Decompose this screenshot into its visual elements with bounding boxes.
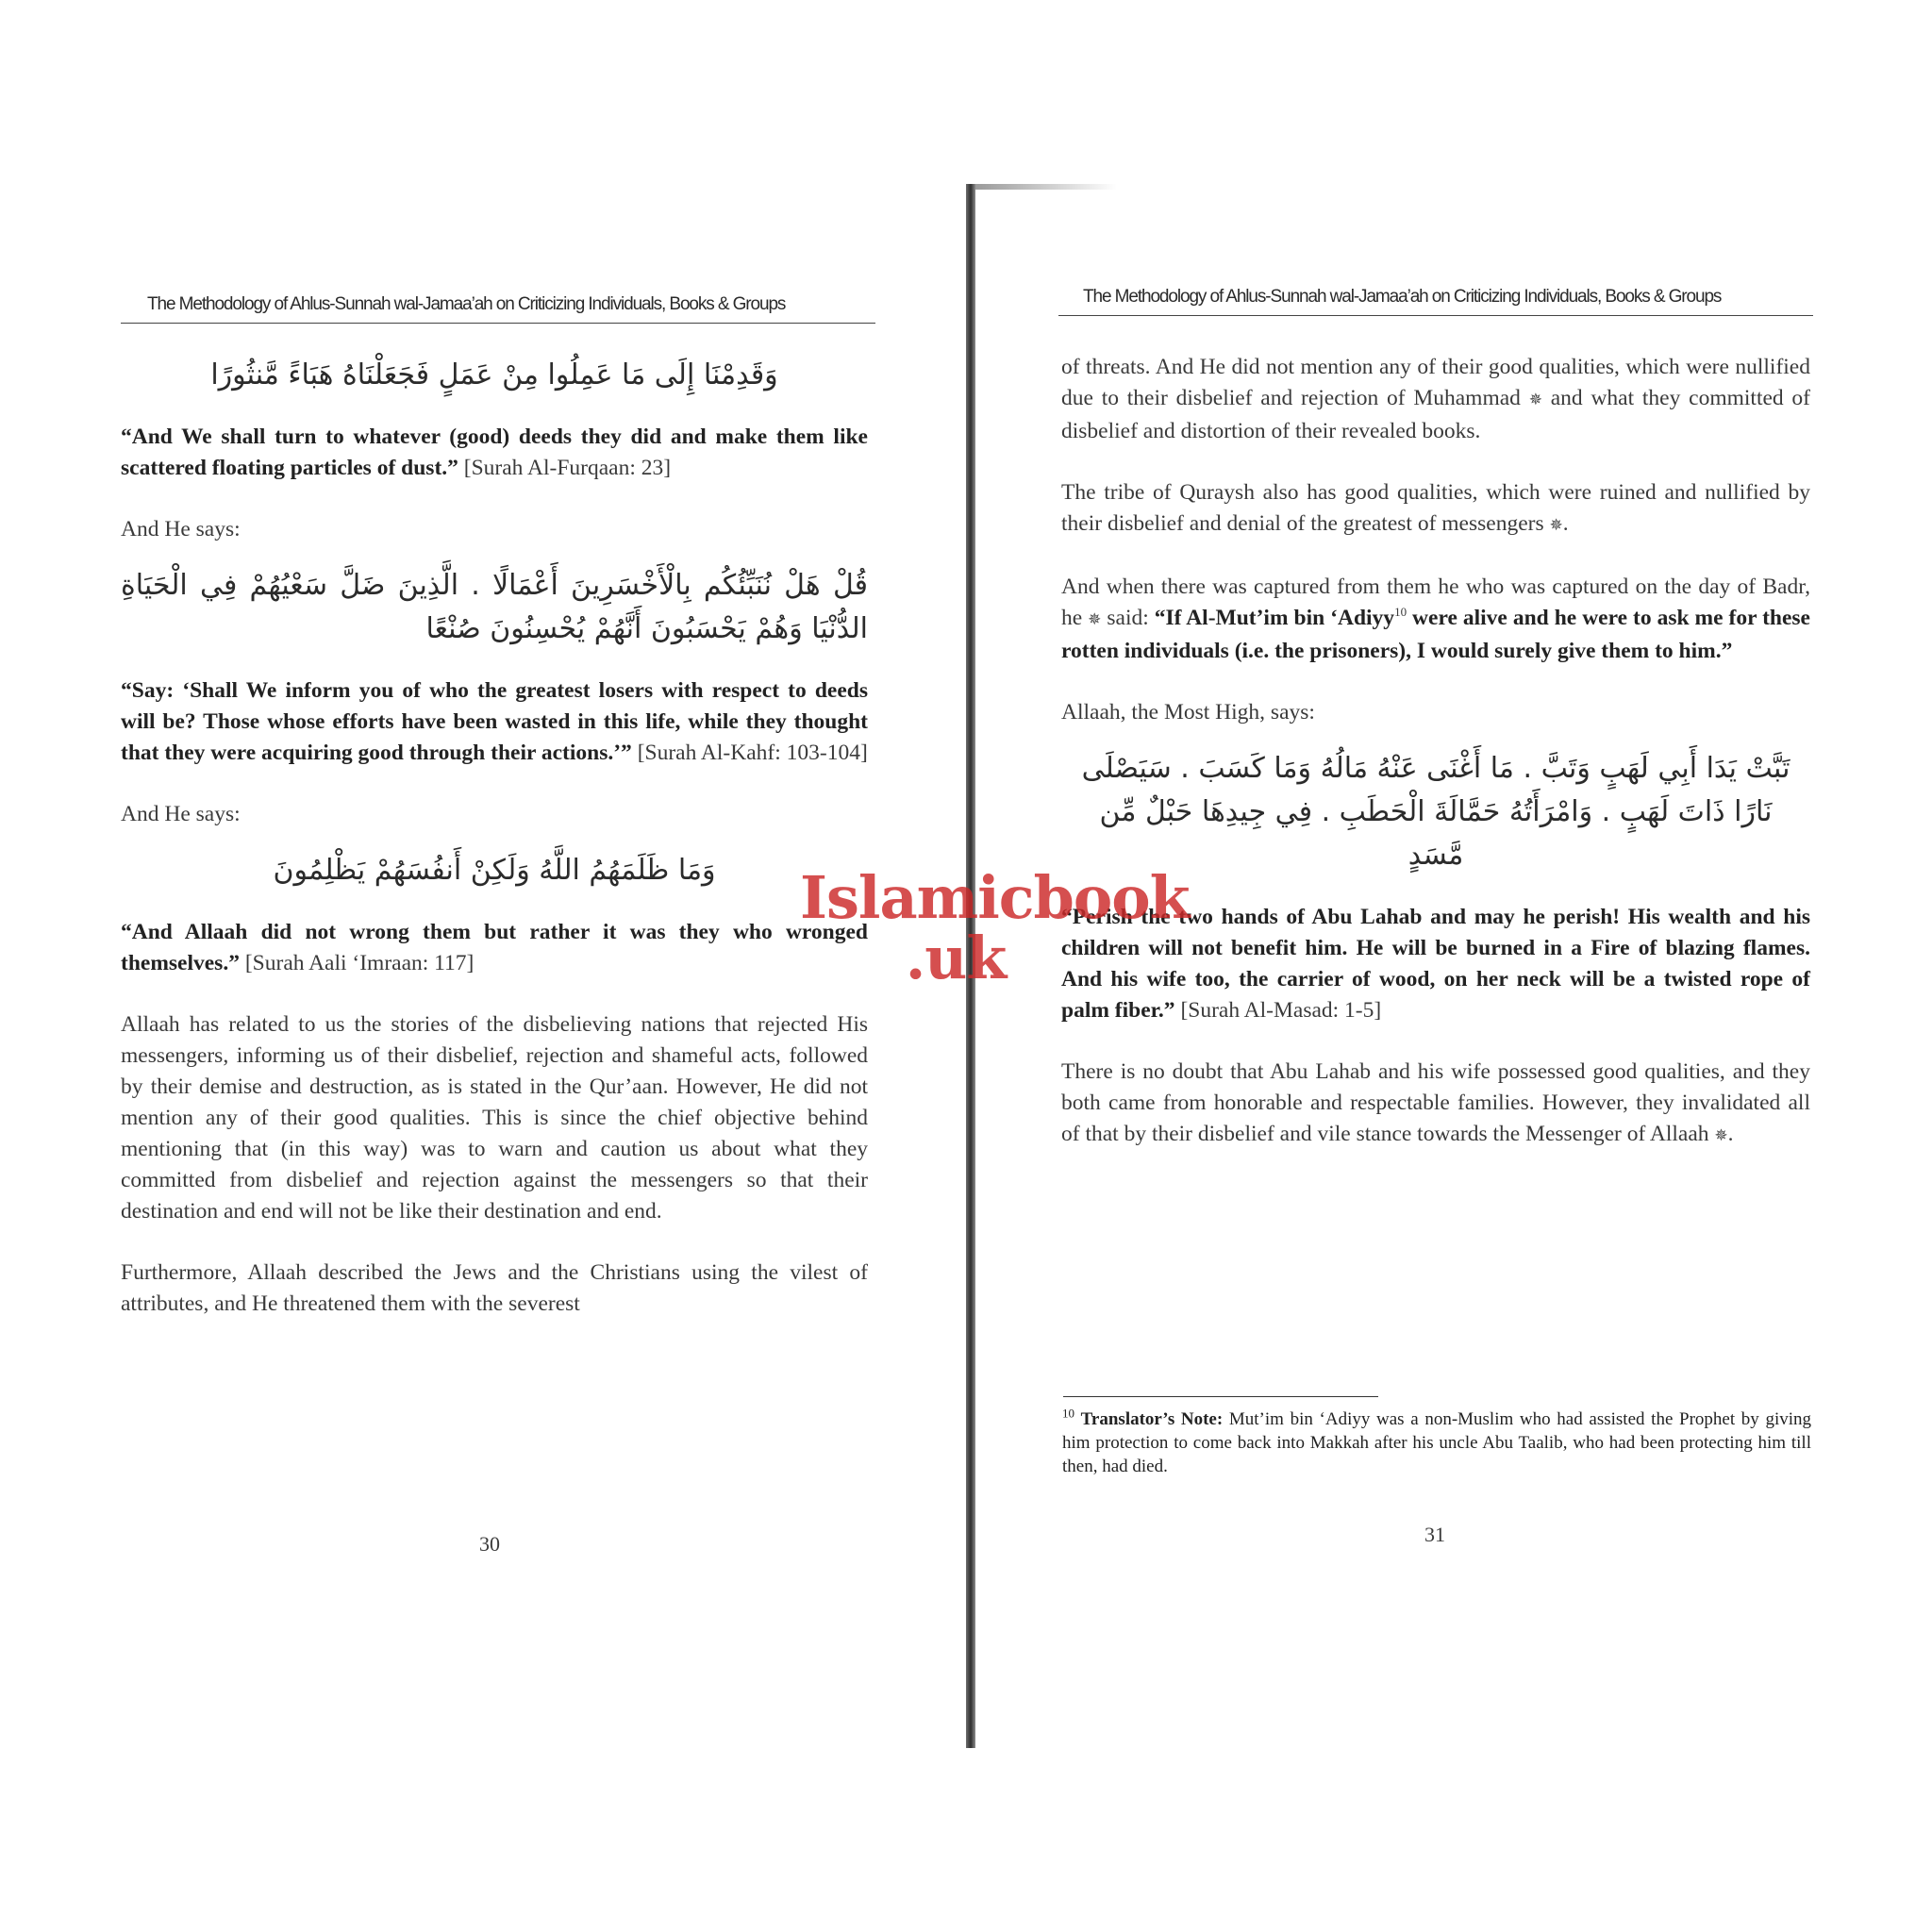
paragraph-threats-part-2: and what they committed of disbelief and distortion of their revealed books.	[1061, 386, 1811, 443]
footnote-number: 10	[1062, 1406, 1074, 1421]
paragraph-jews-christians: Furthermore, Allaah described the Jews and the Christians using the vilest of attributes, and He threatened them with the severest	[121, 1260, 868, 1316]
paragraph-badr-part-2: said:	[1107, 606, 1149, 630]
quote-imraan	[121, 917, 868, 979]
left-running-header: The Methodology of Ahlus-Sunnah wal-Jamaa’ah on Criticizing Individuals, Books & Groups	[147, 294, 786, 314]
right-running-header: The Methodology of Ahlus-Sunnah wal-Jamaa’ah on Criticizing Individuals, Books & Groups	[1083, 287, 1722, 307]
ref-furqaan: [Surah Al-Furqaan: 23]	[463, 456, 672, 480]
paragraph-abu-lahab	[1061, 1057, 1810, 1152]
footnote	[1062, 1407, 1811, 1478]
quote-furqaan-text: “And We shall turn to whatever (good) deeds they did and make them like scattered floating particles of dust.”	[121, 425, 868, 480]
salawat-symbol: ✵	[1549, 516, 1563, 535]
paragraph-badr-part-1: And when there was captured from them he who was captured on the day of Badr, he	[1061, 575, 1810, 630]
quote-imraan-text: “And Allaah did not wrong them but rather it was they who wronged themselves.”	[121, 920, 868, 975]
left-page-number: 30	[479, 1532, 500, 1556]
paragraph-quraysh-part-1: The tribe of Quraysh also has good qualities, which were ruined and nullified by their disbelief and denial of the greatest of messengers	[1061, 480, 1810, 536]
and-he-says-2: And He says:	[121, 802, 241, 826]
paragraph-threats	[1061, 352, 1810, 447]
quote-furqaan	[121, 422, 868, 484]
spine-shadow	[975, 184, 1117, 190]
watermark	[800, 863, 1190, 992]
paragraph-abu-lahab-part-2: .	[1727, 1122, 1734, 1146]
paragraph-abu-lahab-part-1: There is no doubt that Abu Lahab and his wife possessed good qualities, and they both came from honorable and respectable families. However, they invalidated all of that by their disbelief and vile stance towards the Messenger of Allaah	[1061, 1059, 1810, 1146]
right-page-content	[1061, 352, 1810, 1182]
quote-badr-part-1: “If Al-Mut’im bin ‘Adiyy	[1154, 606, 1395, 630]
watermark-line-1: Islamicbook	[800, 863, 1190, 932]
paragraph-disbelieving-nations: Allaah has related to us the stories of the disbelieving nations that rejected His messengers, informing us of their disbelief, rejection and shameful acts, followed by their demise and destruction, as is stated in the Qur’aan. However, He did not mention any of their good qualities. This is since the chief objective behind mentioning that (in this way) was to warn and caution us about what they committed from disbelief and rejection against the messengers so that their destination and end will not be like their destination and end.	[121, 1012, 868, 1224]
arabic-verse-kahf: قُلْ هَلْ نُنَبِّئُكُم بِالْأَخْسَرِينَ أَعْمَالًا . الَّذِينَ ضَلَّ سَعْيُهُمْ فِي الْحَيَاةِ الدُّنْيَا وَهُمْ يَحْسَبُونَ أَنَّهُمْ يُحْسِنُونَ صُنْعًا	[121, 569, 868, 645]
footnote-reference[interactable]: 10	[1394, 605, 1407, 620]
footnote-label: Translator’s Note:	[1080, 1409, 1224, 1429]
arabic-verse-furqaan: وَقَدِمْنَا إِلَى مَا عَمِلُوا مِنْ عَمَلٍ فَجَعَلْنَاهُ هَبَاءً مَّنثُورًا	[210, 358, 778, 391]
footnote-text: Mut’im bin ‘Adiyy was a non-Muslim who had assisted the Prophet by giving him protection to come back into Makkah after his uncle Abu Taalib, who had been protecting him till then, had died.	[1062, 1409, 1812, 1476]
quote-kahf	[121, 675, 868, 769]
salawat-symbol: ✵	[1714, 1126, 1728, 1145]
allaah-says: Allaah, the Most High, says:	[1061, 700, 1315, 724]
ref-kahf: [Surah Al-Kahf: 103-104]	[637, 741, 868, 765]
watermark-line-2: .uk	[905, 924, 1007, 992]
quote-masad-text: “Perish the two hands of Abu Lahab and may he perish! His wealth and his children will not benefit him. He will be burned in a Fire of blazing flames. And his wife too, the carrier of wood, on her neck will be a twisted rope of palm fiber.”	[1061, 905, 1810, 1023]
paragraph-quraysh-part-2: .	[1562, 511, 1569, 536]
left-header-rule	[121, 323, 875, 324]
left-page-content	[121, 354, 868, 1350]
arabic-verse-masad: تَبَّتْ يَدَا أَبِي لَهَبٍ وَتَبَّ . مَا أَغْنَى عَنْهُ مَالُهُ وَمَا كَسَبَ . سَيَصْلَى نَارًا ذَاتَ لَهَبٍ . وَامْرَأَتُهُ حَمَّالَةَ الْحَطَبِ . فِي جِيدِهَا حَبْلٌ مِّن مَّسَدٍ	[1081, 752, 1790, 872]
paragraph-threats-part-1: of threats. And He did not mention any of their good qualities, which were nullified due to their disbelief and rejection of Muhammad	[1061, 355, 1810, 410]
ref-imraan: [Surah Aali ‘Imraan: 117]	[244, 951, 475, 975]
salawat-symbol: ✵	[1088, 610, 1102, 629]
and-he-says-1: And He says:	[121, 517, 241, 541]
quote-badr-part-2: were alive and he were to ask me for these rotten individuals (i.e. the prisoners), I would surely give them to him.”	[1061, 606, 1810, 663]
paragraph-badr	[1061, 572, 1810, 667]
paragraph-quraysh	[1061, 477, 1810, 541]
ref-masad: [Surah Al-Masad: 1-5]	[1180, 998, 1382, 1023]
footnote-rule	[1063, 1396, 1378, 1397]
right-page-number: 31	[1424, 1523, 1445, 1546]
salawat-symbol: ✵	[1528, 391, 1542, 409]
quote-kahf-text: “Say: ‘Shall We inform you of who the greatest losers with respect to deeds will be? Those whose efforts have been wasted in this life, while they thought that they were acquiring good through their actions.’”	[121, 678, 868, 765]
right-header-rule	[1058, 315, 1813, 316]
arabic-verse-imraan: وَمَا ظَلَمَهُمُ اللَّهُ وَلَكِنْ أَنفُسَهُمْ يَظْلِمُونَ	[273, 854, 716, 887]
